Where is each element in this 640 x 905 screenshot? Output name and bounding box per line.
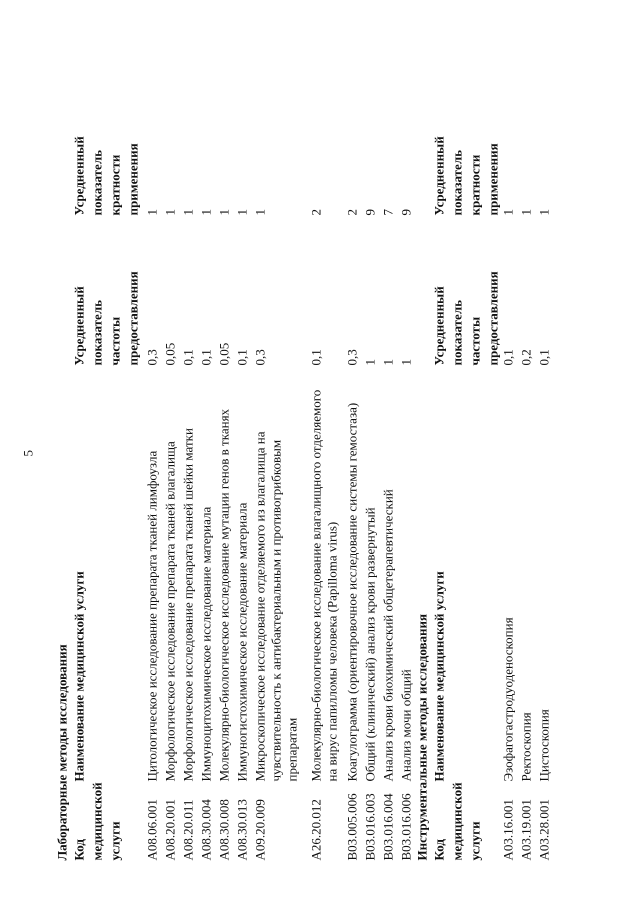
table-row: B03.016.004 Анализ крови биохимический общетерапевтический 1 7 [380,209,396,861]
table-row: A03.28.001 Цистоскопия 0,1 1 [536,209,552,861]
table-row: B03.016.006 Анализ мочи общий 1 9 [398,209,414,861]
table-row: B03.016.003 Общий (клинический) анализ крови развернутый 1 9 [362,209,378,861]
instr-header-name: Наименование медицинской услуги [431,571,447,782]
table-row: A08.06.001 Цитологическое исследование препарата тканей лимфоузла 0,3 1 [144,209,160,861]
table-row: A26.20.012 Молекулярно-биологическое исследование влагалищного отделяемого на вирус папилломы человека (Papilloma virus) 0,1 2 [308,209,340,861]
table-row: A09.20.009 Микроскопическое исследование отделяемого из влагалища на чувствительность к антибактериальным и противогрибковым препаратам 0,3 1 [252,209,300,861]
lab-header-frequency: Усредненный показатель частоты предоставления [71,271,141,366]
instr-header-code: Код медицинской услуги [431,782,483,861]
table-row: A08.30.008 Молекулярно-биологическое исследование мутации генов в тканях 0,05 1 [216,209,232,861]
lab-header-code: Код медицинской услуги [71,782,123,861]
lab-header-multiplicity: Усредненный показатель кратности применения [71,136,141,216]
lab-section-title: Лабораторные методы исследования [54,644,70,861]
page-number: 5 [20,450,36,457]
table-row: A03.19.001 Ректоскопия 0,2 1 [518,209,534,861]
table-row: A03.16.001 Эзофагогастродуоденоскопия 0,1 1 [500,209,516,861]
table-row: A08.30.004 Иммуноцитохимическое исследование материала 0,1 1 [198,209,214,861]
instr-header-frequency: Усредненный показатель частоты предоставления [431,271,501,366]
table-row: A08.20.001 Морфологическое исследование препарата тканей влагалища 0,05 1 [162,209,178,861]
instr-section-title: Инструментальные методы исследования [414,613,430,861]
rotated-content [1,0,640,905]
table-row: A08.30.013 Иммуногистохимическое исследование материала 0,1 1 [234,209,250,861]
instr-header-multiplicity: Усредненный показатель кратности применения [431,136,501,216]
lab-header-name: Наименование медицинской услуги [71,571,87,782]
table-row: B03.005.006 Коагулограмма (ориентировочное исследование системы гемостаза) 0,3 2 [344,209,360,861]
table-row: A08.20.011 Морфологическое исследование препарата тканей шейки матки 0,1 1 [180,209,196,861]
